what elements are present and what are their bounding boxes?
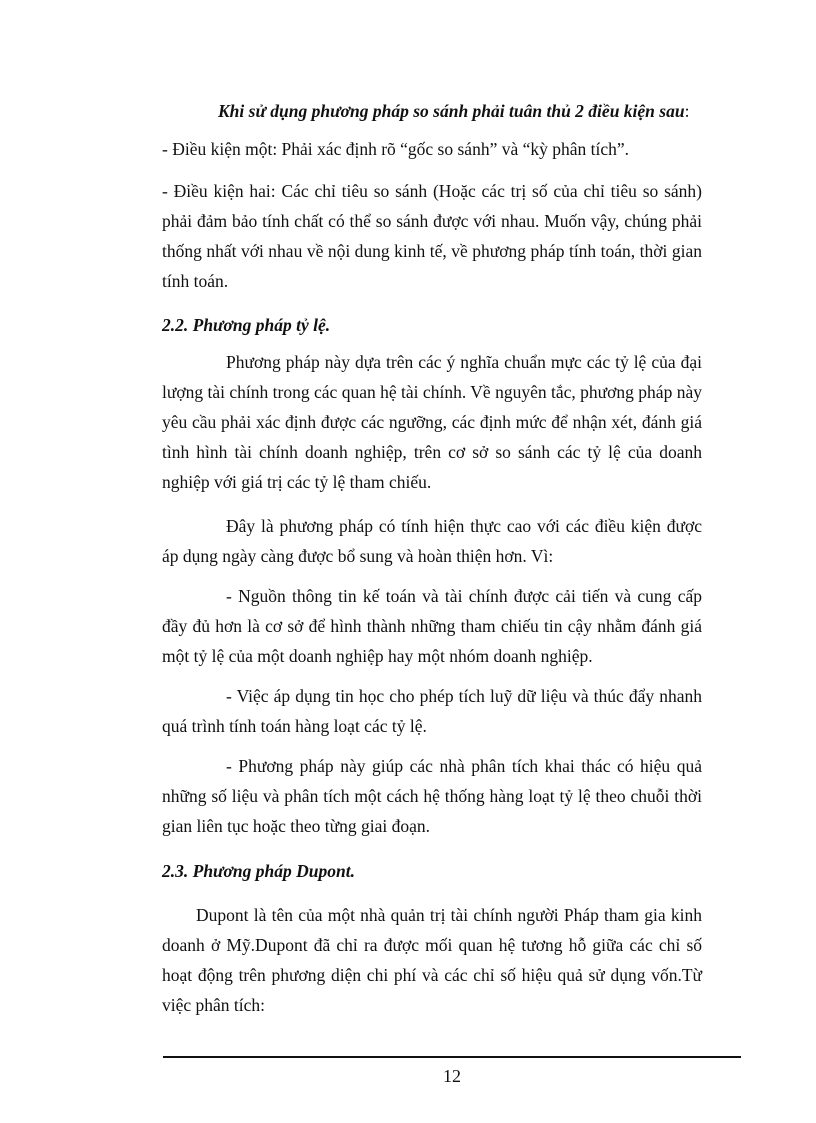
section-2-2-bullet-1: - Nguồn thông tin kế toán và tài chính được cải tiến và cung cấp đầy đủ hơn là cơ sở để hình thành những tham chiếu tin cậy nhằm đánh giá một tỷ lệ của một doanh nghiệp hay một nhóm doanh nghiệp.	[162, 586, 702, 666]
section-2-2-paragraph-2: Đây là phương pháp có tính hiện thực cao với các điều kiện được áp dụng ngày càng được bổ sung và hoàn thiện hơn. Vì:	[162, 516, 702, 566]
conditions-heading-colon: :	[684, 101, 690, 121]
conditions-heading	[162, 96, 702, 126]
page-number: 12	[443, 1066, 461, 1086]
section-2-2-title: 2.2. Phương pháp tỷ lệ.	[162, 315, 331, 335]
section-2-3-paragraph-1: Dupont là tên của một nhà quản trị tài chính người Pháp tham gia kinh doanh ở Mỹ.Dupont đã chỉ ra được mối quan hệ tương hỗ giữa các chỉ số hoạt động trên phương diện chi phí và các chỉ số hiệu quả sử dụng vốn.Từ việc phân tích:	[162, 905, 702, 1015]
footer-divider	[163, 1056, 741, 1058]
section-2-3-title: 2.3. Phương pháp Dupont.	[162, 861, 355, 881]
condition-one: - Điều kiện một: Phải xác định rõ “gốc so sánh” và “kỳ phân tích”.	[162, 139, 630, 159]
condition-two: - Điều kiện hai: Các chỉ tiêu so sánh (Hoặc các trị số của chỉ tiêu so sánh) phải đảm bảo tính chất có thể so sánh được với nhau. Muốn vậy, chúng phải thống nhất với nhau về nội dung kinh tế, về phương pháp tính toán, thời gian tính toán.	[162, 181, 702, 291]
section-2-2-paragraph-1: Phương pháp này dựa trên các ý nghĩa chuẩn mực các tỷ lệ của đại lượng tài chính trong các quan hệ tài chính. Về nguyên tắc, phương pháp này yêu cầu phải xác định được các ngưỡng, các định mức để nhận xét, đánh giá tình hình tài chính doanh nghiệp, trên cơ sở so sánh các tỷ lệ của doanh nghiệp với giá trị các tỷ lệ tham chiếu.	[162, 352, 702, 492]
section-2-2-bullet-2: - Việc áp dụng tin học cho phép tích luỹ dữ liệu và thúc đẩy nhanh quá trình tính toán hàng loạt các tỷ lệ.	[162, 686, 702, 736]
section-2-2-bullet-3: - Phương pháp này giúp các nhà phân tích khai thác có hiệu quả những số liệu và phân tích một cách hệ thống hàng loạt tỷ lệ theo chuỗi thời gian liên tục hoặc theo từng giai đoạn.	[162, 756, 702, 836]
conditions-heading-text: Khi sử dụng phương pháp so sánh phải tuân thủ 2 điều kiện sau	[218, 101, 685, 121]
